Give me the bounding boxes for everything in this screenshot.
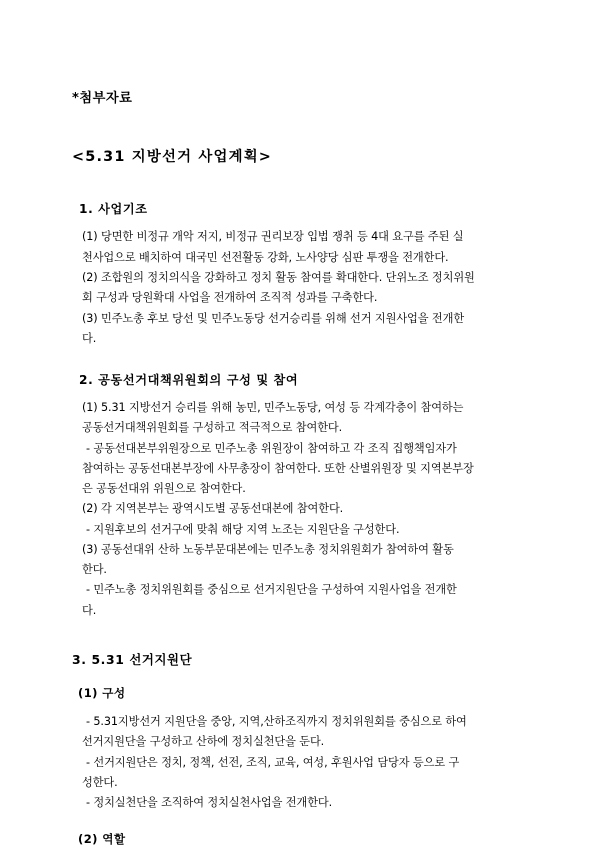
subsection-1-heading: (1) 구성 bbox=[78, 686, 126, 701]
paragraph-line: (3) 공동선대위 산하 노동부문대본에는 민주노총 정치위원회가 참여하여 활동 bbox=[82, 542, 454, 556]
paragraph-line: - 지원후보의 선거구에 맞춰 해당 지역 노조는 지원단을 구성한다. bbox=[86, 522, 400, 536]
paragraph-line: - 정치실천단을 조직하여 정치실천사업을 전개한다. bbox=[86, 796, 333, 810]
document-body bbox=[72, 88, 539, 849]
paragraph-line: (1) 당면한 비정규 개악 저지, 비정규 권리보장 입법 쟁취 등 4대 요구를 주된 실 bbox=[82, 230, 464, 244]
paragraph-line: (3) 민주노총 후보 당선 및 민주노동당 선거승리를 위해 선거 지원사업을 전개한 bbox=[82, 311, 465, 325]
paragraph-line: 다. bbox=[82, 331, 97, 345]
section-3 bbox=[72, 649, 539, 850]
spacer bbox=[72, 642, 539, 649]
paragraph-line: 성한다. bbox=[82, 776, 118, 790]
paragraph-line: - 민주노총 정치위원회를 중심으로 선거지원단을 구성하여 지원사업을 전개한 bbox=[86, 583, 457, 597]
paragraph-line: - 선거지원단은 정치, 정책, 선전, 조직, 교육, 여성, 후원사업 담당자 등으로 구 bbox=[86, 755, 460, 769]
paragraph-line: 공동선거대책위원회를 구성하고 적극적으로 참여한다. bbox=[82, 421, 343, 435]
section-1 bbox=[72, 199, 539, 348]
paragraph-line: 다. bbox=[82, 603, 97, 617]
paragraph-line: - 공동선대본부위원장으로 민주노총 위원장이 참여하고 각 조직 집행책임자가 bbox=[86, 441, 457, 455]
paragraph-line: - 5.31지방선거 지원단을 중앙, 지역,산하조직까지 정치위원회를 중심으로 하여 bbox=[86, 715, 467, 729]
section-2-heading: 2. 공동선거대책위원회의 구성 및 참여 bbox=[79, 373, 299, 388]
section-3-heading: 3. 5.31 선거지원단 bbox=[72, 651, 193, 667]
section-1-heading: 1. 사업기조 bbox=[79, 202, 148, 217]
paragraph-line: 회 구성과 당원확대 사업을 전개하여 조직적 성과를 구축한다. bbox=[82, 291, 378, 305]
paragraph-line: (2) 각 지역본부는 광역시도별 공동선대본에 참여한다. bbox=[82, 502, 344, 516]
paragraph-line: 선거지원단을 구성하고 산하에 정치실천단을 둔다. bbox=[82, 735, 325, 749]
paragraph-line: 참여하는 공동선대본부장에 사무총장이 참여한다. 또한 산별위원장 및 지역본부장 bbox=[82, 461, 474, 475]
subsection-2-heading: (2) 역할 bbox=[78, 831, 126, 846]
spacer bbox=[72, 814, 539, 830]
paragraph-line: 한다. bbox=[82, 563, 107, 577]
paragraph-line: 천사업으로 배치하여 대국민 선전활동 강화, 노사양당 심판 투쟁을 전개한다. bbox=[82, 250, 449, 264]
attachment-label: *첨부자료 bbox=[72, 91, 133, 106]
page-title: <5.31 지방선거 사업계획> bbox=[72, 148, 273, 165]
section-2 bbox=[72, 370, 539, 620]
paragraph-line: (2) 조합원의 정치의식을 강화하고 정치 활동 참여를 확대한다. 단위노조 정치위원 bbox=[82, 270, 475, 284]
paragraph-line: 은 공동선대위 위원으로 참여한다. bbox=[82, 482, 246, 496]
paragraph-line: (1) 5.31 지방선거 승리를 위해 농민, 민주노동당, 여성 등 각계각층이 참여하는 bbox=[82, 401, 464, 415]
